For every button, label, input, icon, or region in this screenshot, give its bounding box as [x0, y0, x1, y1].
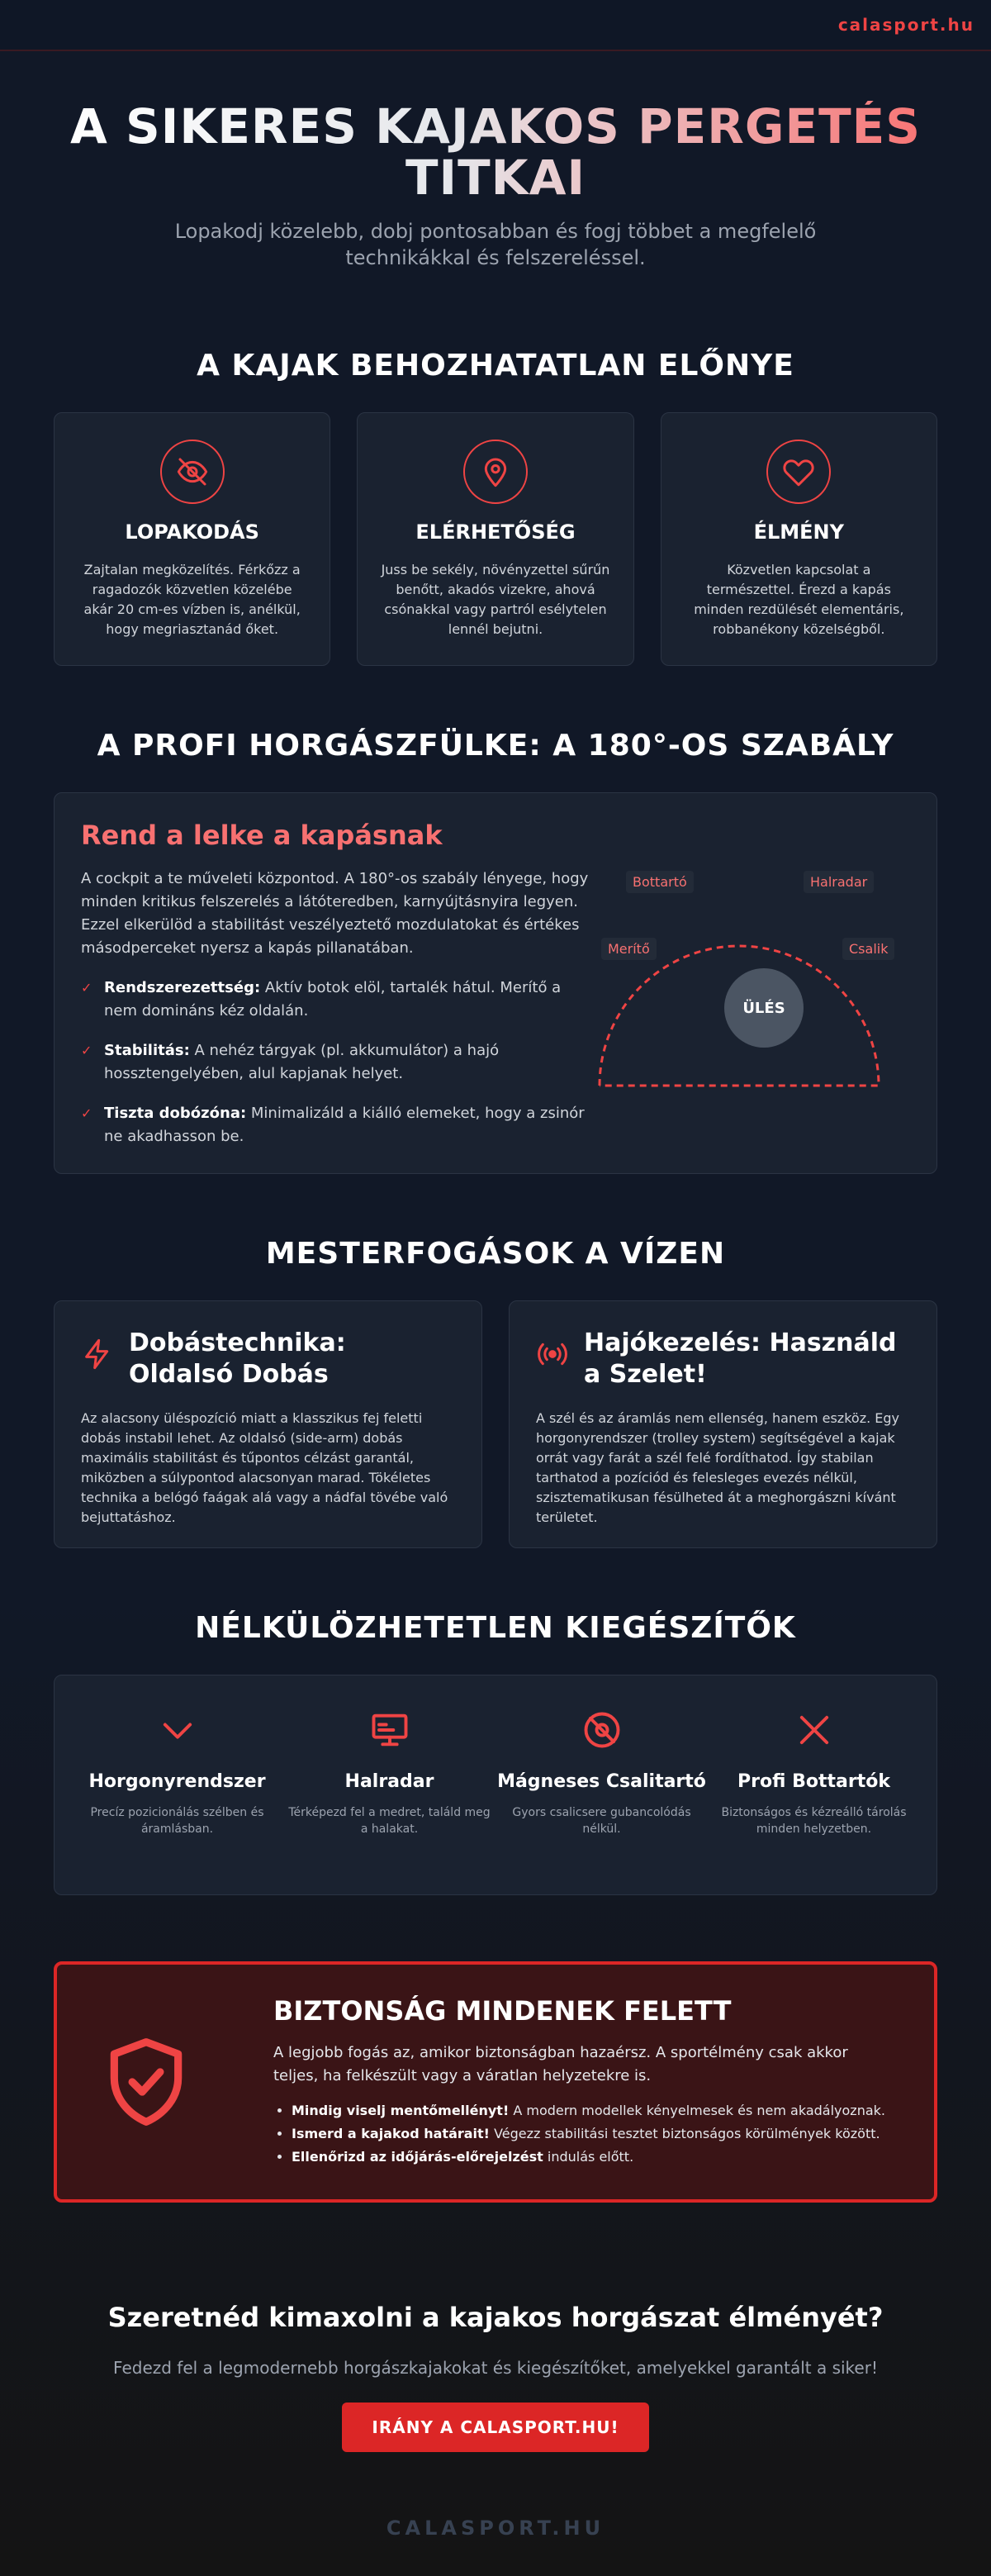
cockpit-diagram: [593, 820, 910, 1147]
checklist-item: ✓ Stabilitás: A nehéz tárgyak (pl. akkumulátor) a hajó hossztengelyében, alul kapjanak helyet.: [81, 1039, 593, 1086]
shield-check-icon: [98, 2034, 230, 2130]
advantage-text: Zajtalan megközelítés. Férkőzz a ragadozók közvetlen közelébe akár 20 cm-es vízben is, anélkül, hogy megriasztanád őket.: [83, 562, 301, 637]
accessory-title: Halradar: [344, 1771, 434, 1792]
accessory-lure-holder: [496, 1709, 708, 1861]
techniques-cards: [54, 1300, 937, 1548]
accessory-text: Biztonságos és kézreálló tárolás minden helyzetben.: [721, 1806, 907, 1836]
safety-list: [273, 2099, 893, 2169]
technique-title: Hajókezelés: Használd a Szelet!: [584, 1328, 897, 1389]
advantages-title: A KAJAK BEHOZHATATLAN ELŐNYE: [197, 349, 794, 383]
diagram-label-fishfinder: Halradar: [804, 871, 874, 893]
broadcast-icon: [536, 1338, 569, 1374]
accessories-card: [54, 1675, 937, 1895]
advantage-card-stealth: [54, 412, 330, 666]
accessory-text: Térképezd fel a medret, találd meg a halakat.: [288, 1806, 491, 1836]
x-icon: [793, 1739, 836, 1755]
safety-panel: [54, 1961, 937, 2203]
safety-lead: A legjobb fogás az, amikor biztonságban hazaérsz. A sportélmény csak akkor teljes, ha felkészült vagy a váratlan helyzetekre is.: [273, 2044, 848, 2084]
magnet-slash-icon: [581, 1739, 624, 1755]
hero: [54, 51, 937, 271]
eye-off-icon: [160, 440, 225, 504]
lightning-icon: [81, 1338, 114, 1374]
hero-title: A SIKERES KAJAKOS PERGETÉS TITKAI: [54, 101, 937, 203]
safety-item: • Mindig viselj mentőmellényt! A modern modellek kényelmesek és nem akadályoznak.: [292, 2099, 893, 2122]
monitor-icon: [368, 1739, 411, 1755]
safety-title: BIZTONSÁG MINDENEK FELETT: [273, 1995, 732, 2027]
safety-item: • Ismerd a kajakod határait! Végezz stabilitási tesztet biztonságos körülmények között.: [292, 2122, 893, 2146]
map-pin-icon: [463, 440, 528, 504]
diagram-label-rod-holder: Bottartó: [626, 871, 694, 893]
cockpit-card: [54, 792, 937, 1174]
accessory-fishfinder: [283, 1709, 496, 1861]
safety-item: • Ellenőrizd az időjárás-előrejelzést indulás előtt.: [292, 2146, 893, 2169]
technique-card-boat: [509, 1300, 937, 1548]
heart-icon: [766, 440, 831, 504]
brand-link[interactable]: calasport.hu: [837, 15, 974, 35]
accessory-anchor: [71, 1709, 283, 1861]
diagram-label-lures: Csalik: [842, 938, 894, 960]
cta-button[interactable]: IRÁNY A CALASPORT.HU!: [342, 2403, 649, 2452]
cockpit-title: Rend a lelke a kapásnak: [81, 820, 443, 851]
diagram-label-net: Merítő: [601, 938, 657, 960]
advantage-title: LOPAKODÁS: [125, 520, 259, 544]
seat-marker: ÜLÉS: [724, 968, 804, 1048]
techniques-title: MESTERFOGÁSOK A VÍZEN: [265, 1237, 726, 1271]
advantage-text: Közvetlen kapcsolat a természettel. Érezd a kapás minden rezdülését elementáris, robbanékony közelségből.: [694, 562, 904, 637]
check-icon: ✓: [81, 1105, 92, 1121]
accessory-rod-holders: [708, 1709, 920, 1861]
advantage-card-access: [357, 412, 633, 666]
footer-brand: CALASPORT.HU: [386, 2517, 605, 2540]
accessory-text: Gyors csalicsere gubancolódás nélkül.: [512, 1806, 691, 1836]
check-icon: ✓: [81, 1043, 92, 1058]
cta-text: Fedezd fel a legmodernebb horgászkajakokat és kiegészítőket, amelyekkel garantált a siker!: [113, 2358, 878, 2378]
technique-title: Dobástechnika: Oldalsó Dobás: [129, 1328, 346, 1389]
advantage-text: Juss be sekély, növényzettel sűrűn benőtt, akadós vizekre, ahová csónakkal vagy partról esélytelen lennél bejutni.: [381, 562, 610, 637]
hero-subtitle: Lopakodj közelebb, dobj pontosabban és fogj többet a megfelelő technikákkal és felszereléssel.: [174, 220, 817, 269]
checklist-item: ✓ Rendszerezettség: Aktív botok elöl, tartalék hátul. Merítő a nem domináns kéz oldalán.: [81, 977, 593, 1023]
accessory-text: Precíz pozicionálás szélben és áramlásban.: [90, 1806, 264, 1836]
accessory-title: Horgonyrendszer: [88, 1771, 266, 1792]
checklist-item: ✓ Tiszta dobózóna: Minimalizáld a kiálló elemeket, hogy a zsinór ne akadhasson be.: [81, 1102, 593, 1148]
technique-text: A szél és az áramlás nem ellenség, hanem eszköz. Egy horgonyrendszer (trolley system) segítségével a kajak orrát vagy farát a szél felé fordíthatod. Így stabilan tarthatod a pozíciód és felesleges evezés nélkül, szisztematikusan fésülheted át a meghorgászni kívánt területet.: [536, 1410, 899, 1525]
advantages-cards: [54, 412, 937, 666]
accessory-title: Mágneses Csalitartó: [497, 1771, 706, 1792]
cta-title: Szeretnéd kimaxolni a kajakos horgászat élményét?: [107, 2302, 884, 2333]
advantage-title: ELÉRHETŐSÉG: [415, 520, 576, 544]
technique-text: Az alacsony üléspozíció miatt a klasszikus fej feletti dobás instabil lehet. Az oldalsó (side-arm) dobás maximális stabilitást és tűpontos célzást garantál, miközben a súlypontod alacsonyan marad. Tökéletes technika a belógó faágak alá vagy a nádfal tövébe való bejuttatáshoz.: [81, 1410, 448, 1525]
chevron-down-icon: [156, 1739, 199, 1755]
accessories-title: NÉLKÜLÖZHETETLEN KIEGÉSZÍTŐK: [195, 1611, 796, 1645]
top-bar: [0, 0, 991, 51]
call-to-action: [54, 2203, 937, 2452]
technique-card-cast: [54, 1300, 482, 1548]
accessory-title: Profi Bottartók: [737, 1771, 890, 1792]
check-icon: ✓: [81, 980, 92, 996]
cockpit-section-title: A PROFI HORGÁSZFÜLKE: A 180°-OS SZABÁLY: [97, 729, 894, 763]
advantage-title: ÉLMÉNY: [753, 520, 845, 544]
advantage-card-experience: [661, 412, 937, 666]
cockpit-lead: A cockpit a te műveleti központod. A 180°-os szabály lényege, hogy minden kritikus felszerelés a látóteredben, karnyújtásnyira legyen. Ezzel elkerülöd a stabilitást veszélyeztető mozdulatokat és értékes másodperceket nyersz a kapás pillanatában.: [81, 870, 589, 957]
